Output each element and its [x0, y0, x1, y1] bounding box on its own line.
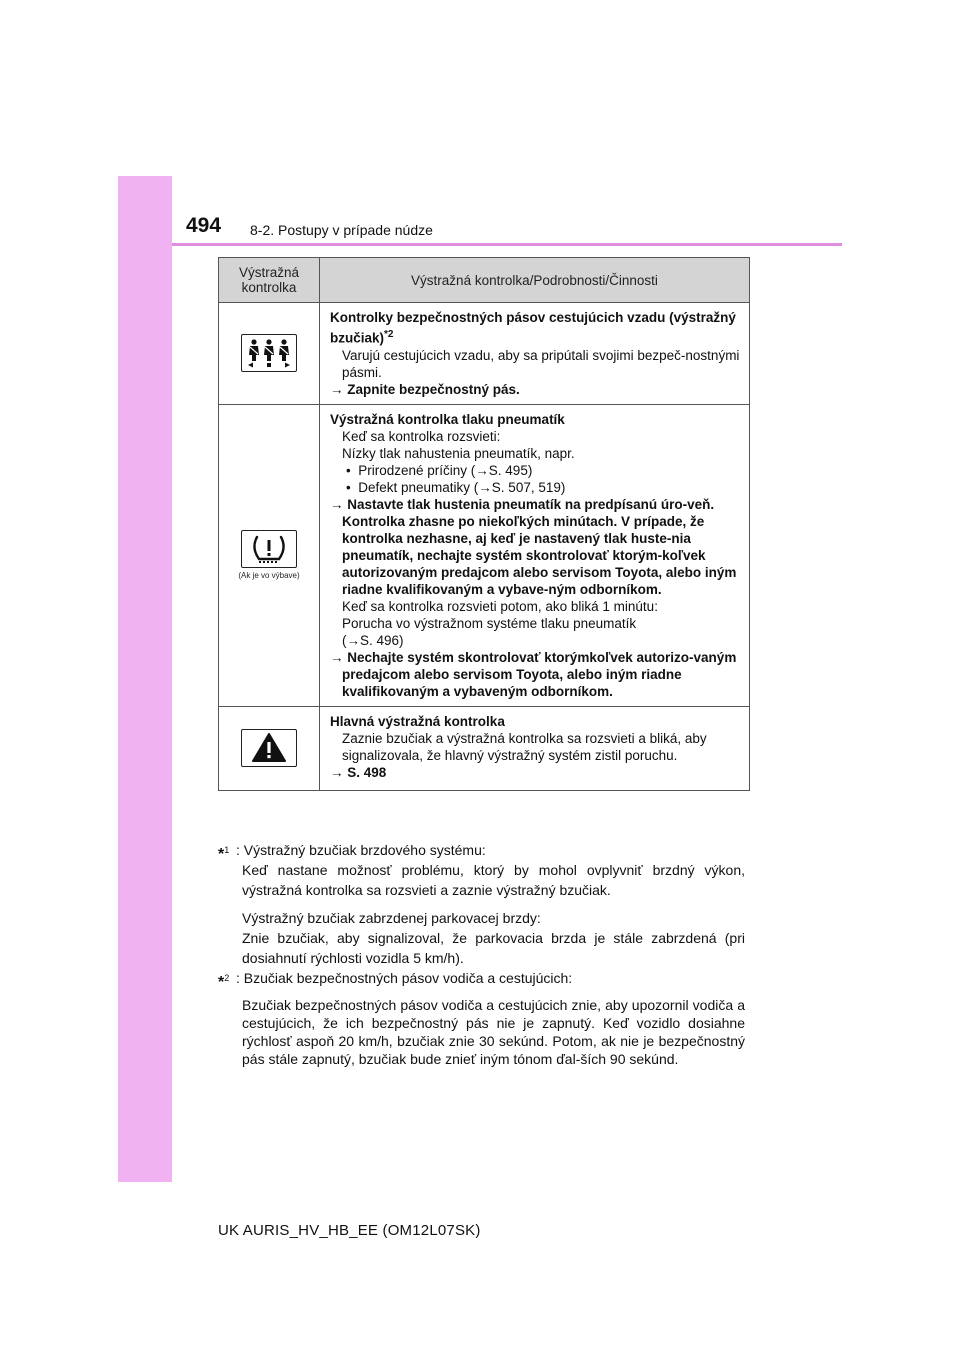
footnote-mark: *$^1$	[218, 845, 230, 863]
tire-pressure-line: Nízky tlak nahustenia pneumatík, napr.	[342, 445, 575, 461]
tire-pressure-action: → Nastavte tlak hustenia pneumatík na predpísanú úro-veň. Kontrolka zhasne po niekoľkých minútach. V prípade, že kontrolka nezhasne, aj keď je nastavený tlak huste-nia pneumatík, nechajte systém skontrolovať ktorým-koľvek autorizovaným predajcom alebo servisom Toyota, alebo iným riadne kvalifikovaným a vybave-ným odborníkom.	[330, 496, 737, 597]
footnote-heading: : Výstražný bzučiak brzdového systému:	[236, 842, 486, 858]
section-title: 8-2. Postupy v prípade núdze	[250, 222, 433, 238]
tire-pressure-action: → Nechajte systém skontrolovať ktorýmkoľvek autorizo-vaným predajcom alebo servisom Toyota, alebo iným riadne kvalifikovaným a vybaveným odborníkom.	[330, 649, 737, 699]
tire-pressure-bullet: • Defekt pneumatiky (→S. 507, 519)	[346, 479, 566, 495]
tire-pressure-title: Výstražná kontrolka tlaku pneumatík	[330, 411, 565, 427]
warning-lights-table	[218, 257, 750, 791]
footnote-heading: : Bzučiak bezpečnostných pásov vodiča a cestujúcich:	[236, 970, 573, 986]
master-warning-action: → S. 498	[330, 764, 387, 780]
icon-cell	[219, 404, 320, 706]
table-header-row	[219, 258, 750, 303]
table-row	[219, 404, 750, 706]
rear-seatbelt-reminder-icon	[241, 334, 297, 372]
tire-pressure-line: Porucha vo výstražnom systéme tlaku pneumatík	[342, 615, 637, 631]
master-warning-desc: Zaznie bzučiak a výstražná kontrolka sa rozsvieti a bliká, aby signalizovala, že hlavný výstražný systém zistil poruchu.	[342, 730, 707, 763]
page-number: 494	[186, 214, 222, 237]
footnote-paragraph: Bzučiak bezpečnostných pásov vodiča a cestujúcich znie, aby upozornil vodiča a cestujúcich, že ich bezpečnostný pás nie je zapnutý. Keď vozidlo dosiahne rýchlosť aspoň 20 km/h, bzučiak znie 30 sekúnd. Potom, ak nie je bezpečnostný pás stále zapnutý, bzučiak bude znieť iným tónom ďal-ších 90 sekúnd.	[242, 997, 745, 1067]
footnote-mark: *$^2$	[218, 973, 230, 991]
tire-pressure-warning-icon	[241, 530, 297, 568]
footnote-paragraph: Znie bzučiak, aby signalizoval, že parkovacia brzda je stále zabrzdená (pri dosiahnutí rýchlosti vozidla 5 km/h).	[242, 930, 745, 966]
col-header-details: Výstražná kontrolka/Podrobnosti/Činnosti	[320, 258, 750, 303]
table-row	[219, 303, 750, 405]
master-warning-icon	[241, 729, 297, 767]
icon-note: (Ak je vo výbave)	[238, 571, 300, 580]
master-warning-title: Hlavná výstražná kontrolka	[330, 713, 505, 729]
footnote-2	[218, 968, 745, 1076]
details-cell	[320, 303, 750, 405]
rear-seatbelt-desc: Varujú cestujúcich vzadu, aby sa pripútali svojimi bezpeč-nostnými pásmi.	[342, 347, 740, 380]
rear-seatbelt-action: → Zapnite bezpečnostný pás.	[330, 381, 520, 397]
header-rule	[172, 243, 842, 246]
footnote-body	[218, 996, 745, 1068]
footer-model-code: UK AURIS_HV_HB_EE (OM12L07SK)	[218, 1222, 481, 1239]
footnote-1	[218, 840, 745, 976]
details-cell	[320, 404, 750, 706]
rear-seatbelt-title: Kontrolky bezpečnostných pásov cestujúcich vzadu (výstražný bzučiak)$^{*2}$	[330, 310, 736, 346]
footnote-paragraph: Výstražný bzučiak zabrzdenej parkovacej brzdy:	[242, 910, 541, 926]
icon-cell	[219, 706, 320, 790]
tire-pressure-bullet: • Prirodzené príčiny (→S. 495)	[346, 462, 533, 478]
col-header-light: Výstražná kontrolka	[219, 258, 320, 303]
footnote-body	[218, 860, 745, 968]
table-row	[219, 706, 750, 790]
tire-pressure-line: Keď sa kontrolka rozsvieti potom, ako bliká 1 minútu:	[342, 598, 658, 614]
side-tab-strip	[118, 176, 172, 1182]
tire-pressure-line: (→S. 496)	[342, 632, 404, 648]
tire-pressure-line: Keď sa kontrolka rozsvieti:	[342, 428, 501, 444]
icon-cell	[219, 303, 320, 405]
details-cell	[320, 706, 750, 790]
footnote-paragraph: Keď nastane možnosť problému, ktorý by mohol ovplyvniť brzdný výkon, výstražná kontrolka sa rozsvieti a zaznie výstražný bzučiak.	[242, 862, 745, 898]
